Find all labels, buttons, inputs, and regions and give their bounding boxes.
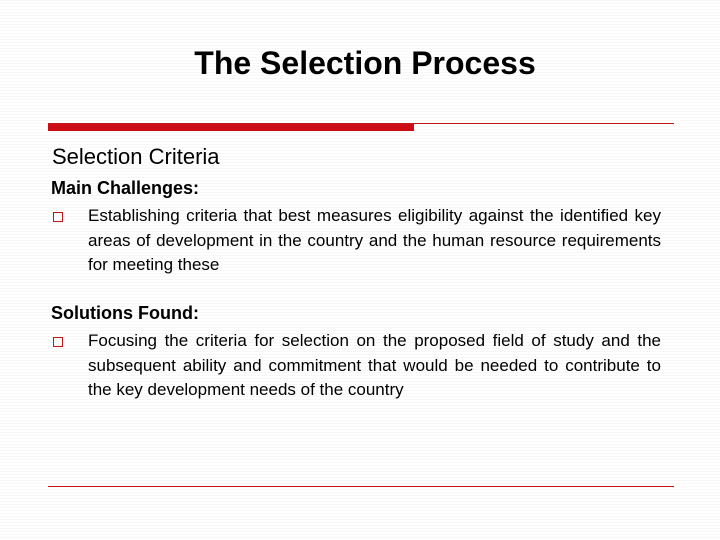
slide-subtitle: Selection Criteria xyxy=(52,144,220,169)
square-bullet-icon xyxy=(53,337,63,347)
footer-divider-line xyxy=(48,486,674,487)
title-accent-bar xyxy=(48,124,414,131)
slide-title: The Selection Process xyxy=(194,45,536,81)
section-heading-main-challenges: Main Challenges: xyxy=(51,178,200,198)
bullet-text-main-challenges: Establishing criteria that best measures eligibility against the identified key areas of development in the country and the human resource requirements for meeting these xyxy=(88,206,661,275)
section-heading-solutions-found: Solutions Found: xyxy=(51,303,199,323)
square-bullet-icon xyxy=(53,212,63,222)
bullet-text-solutions-found: Focusing the criteria for selection on the proposed field of study and the subsequent ability and commitment that would be needed to contribute to the key development needs of the country xyxy=(88,331,661,400)
